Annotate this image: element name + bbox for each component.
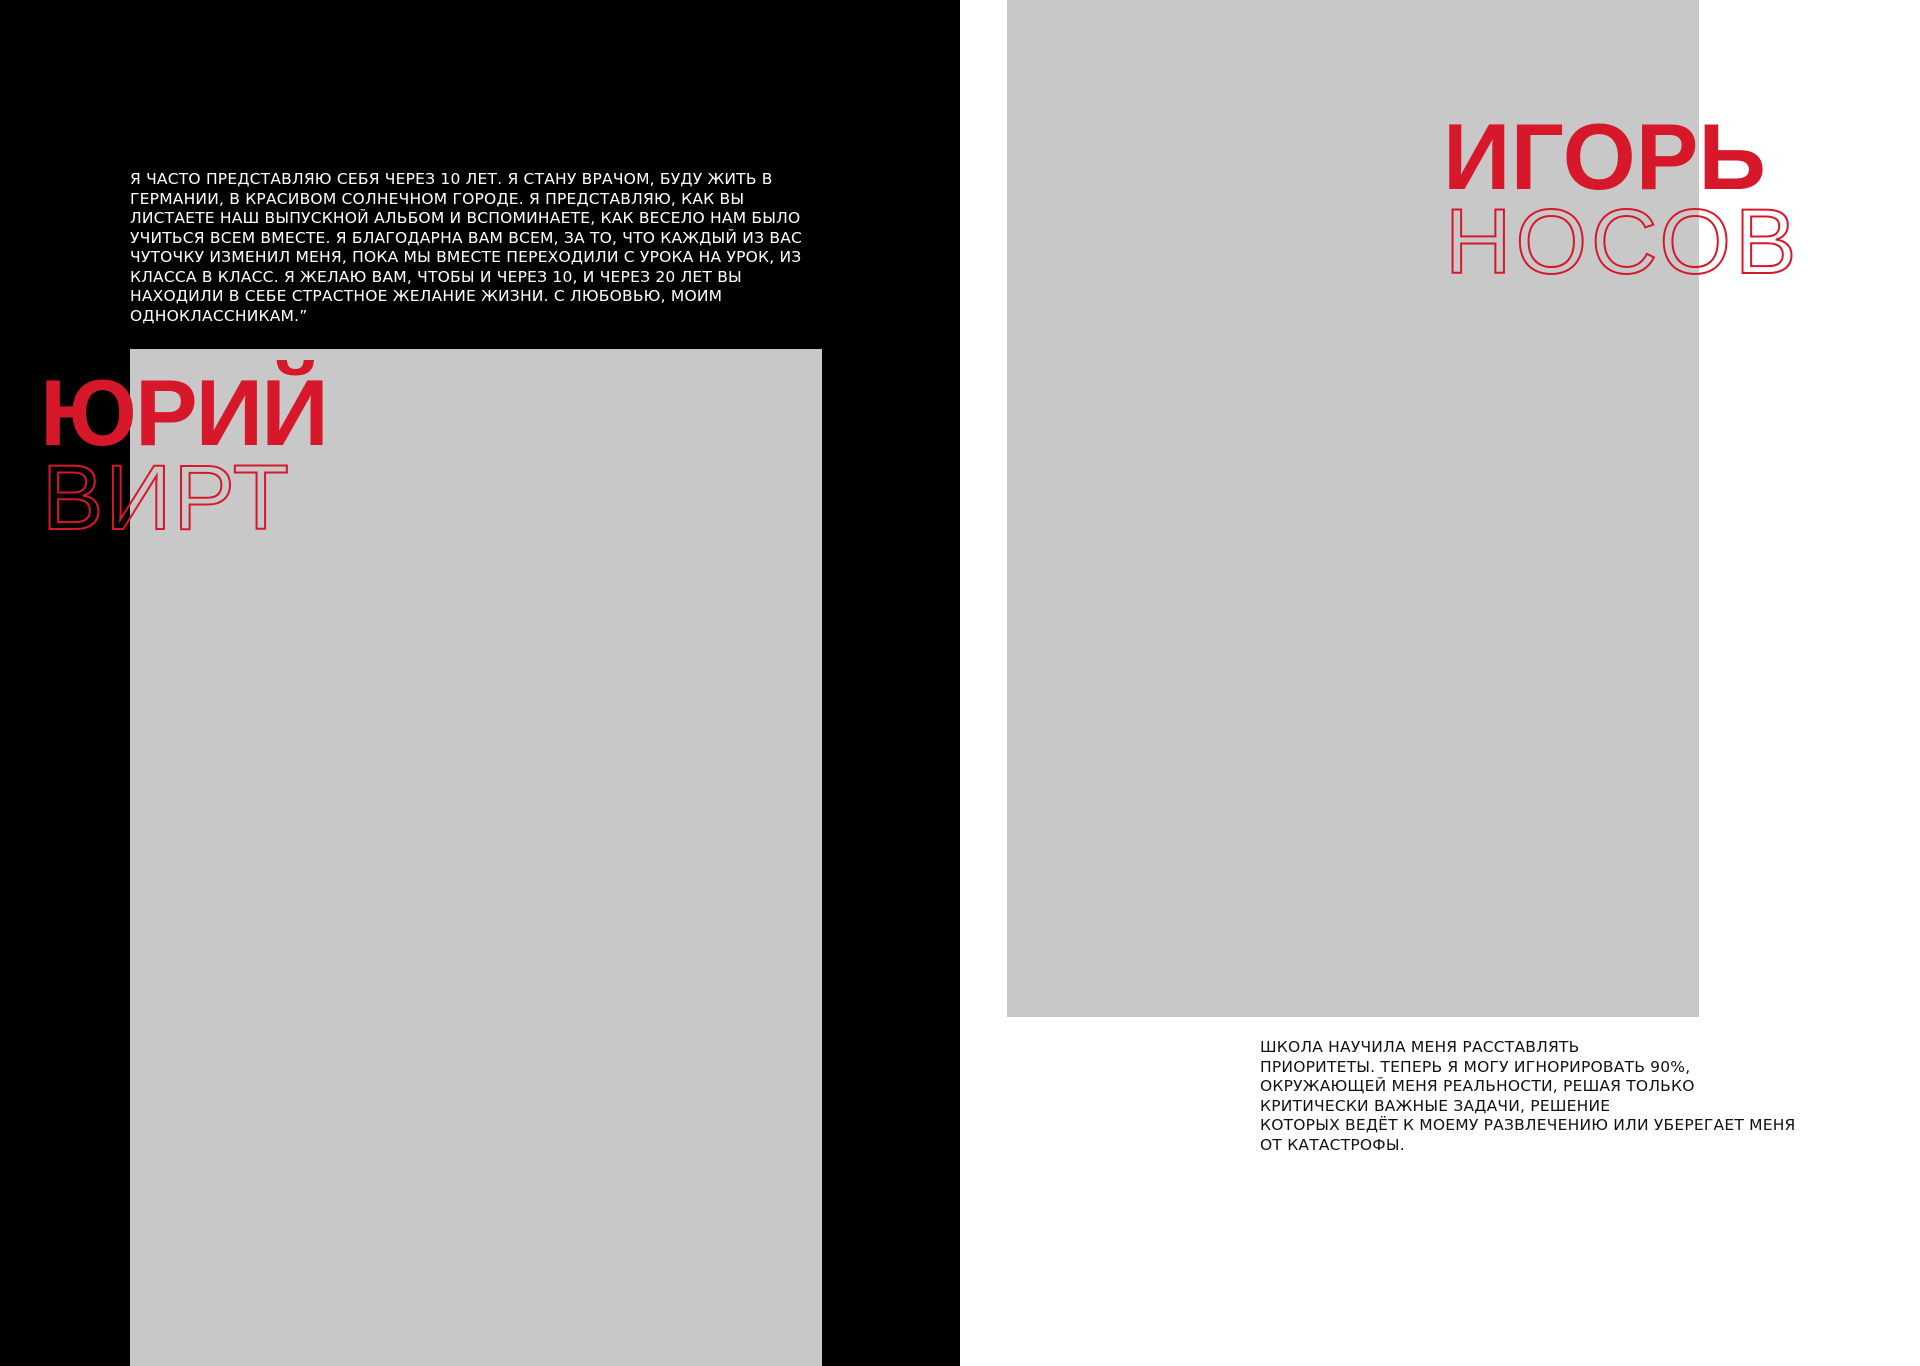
right-quote-line: КРИТИЧЕСКИ ВАЖНЫЕ ЗАДАЧИ, РЕШЕНИЕ (1260, 1096, 1611, 1115)
left-last-name: ВИРТ (42, 447, 291, 549)
right-quote-line: ОТ КАТАСТРОФЫ. (1260, 1135, 1405, 1154)
right-quote (1260, 1038, 1820, 1155)
right-quote-line: ШКОЛА НАУЧИЛА МЕНЯ РАССТАВЛЯТЬ (1260, 1038, 1580, 1056)
left-first-name: ЮРИЙ (40, 360, 327, 465)
right-first-name: ИГОРЬ (1443, 104, 1766, 209)
right-last-name: НОСОВ (1445, 191, 1801, 293)
right-quote-line: ПРИОРИТЕТЫ. ТЕПЕРЬ Я МОГУ ИГНОРИРОВАТЬ 90%, (1260, 1057, 1691, 1076)
right-quote-line: ОКРУЖАЮЩЕЙ МЕНЯ РЕАЛЬНОСТИ, РЕШАЯ ТОЛЬКО (1260, 1077, 1695, 1095)
right-quote-line: КОТОРЫХ ВЕДЁТ К МОЕМУ РАЗВЛЕЧЕНИЮ ИЛИ УБЕРЕГАЕТ МЕНЯ (1260, 1116, 1796, 1134)
left-quote: Я ЧАСТО ПРЕДСТАВЛЯЮ СЕБЯ ЧЕРЕЗ 10 ЛЕТ. Я СТАНУ ВРАЧОМ, БУДУ ЖИТЬ В ГЕРМАНИИ, В КРАСИВОМ СОЛНЕЧНОМ ГОРОДЕ. Я ПРЕДСТАВЛЯЮ, КАК ВЫ ЛИСТАЕТЕ НАШ ВЫПУСКНОЙ АЛЬБОМ И ВСПОМИНАЕТЕ, КАК ВЕСЕЛО НАМ БЫЛО УЧИТЬСЯ ВСЕМ ВМЕСТЕ. Я БЛАГОДАРНА ВАМ ВСЕМ, ЗА ТО, ЧТО КАЖДЫЙ ИЗ ВАС ЧУТОЧКУ ИЗМЕНИЛ МЕНЯ, ПОКА МЫ ВМЕСТЕ ПЕРЕХОДИЛИ С УРОКА НА УРОК, ИЗ КЛАССА В КЛАСС. Я ЖЕЛАЮ ВАМ, ЧТОБЫ И ЧЕРЕЗ 10, И ЧЕРЕЗ 20 ЛЕТ ВЫ НАХОДИЛИ В СЕБЕ СТРАСТНОЕ ЖЕЛАНИЕ ЖИЗНИ. С ЛЮБОВЬЮ, МОИМ ОДНОКЛАССНИКАМ.” (130, 170, 803, 325)
